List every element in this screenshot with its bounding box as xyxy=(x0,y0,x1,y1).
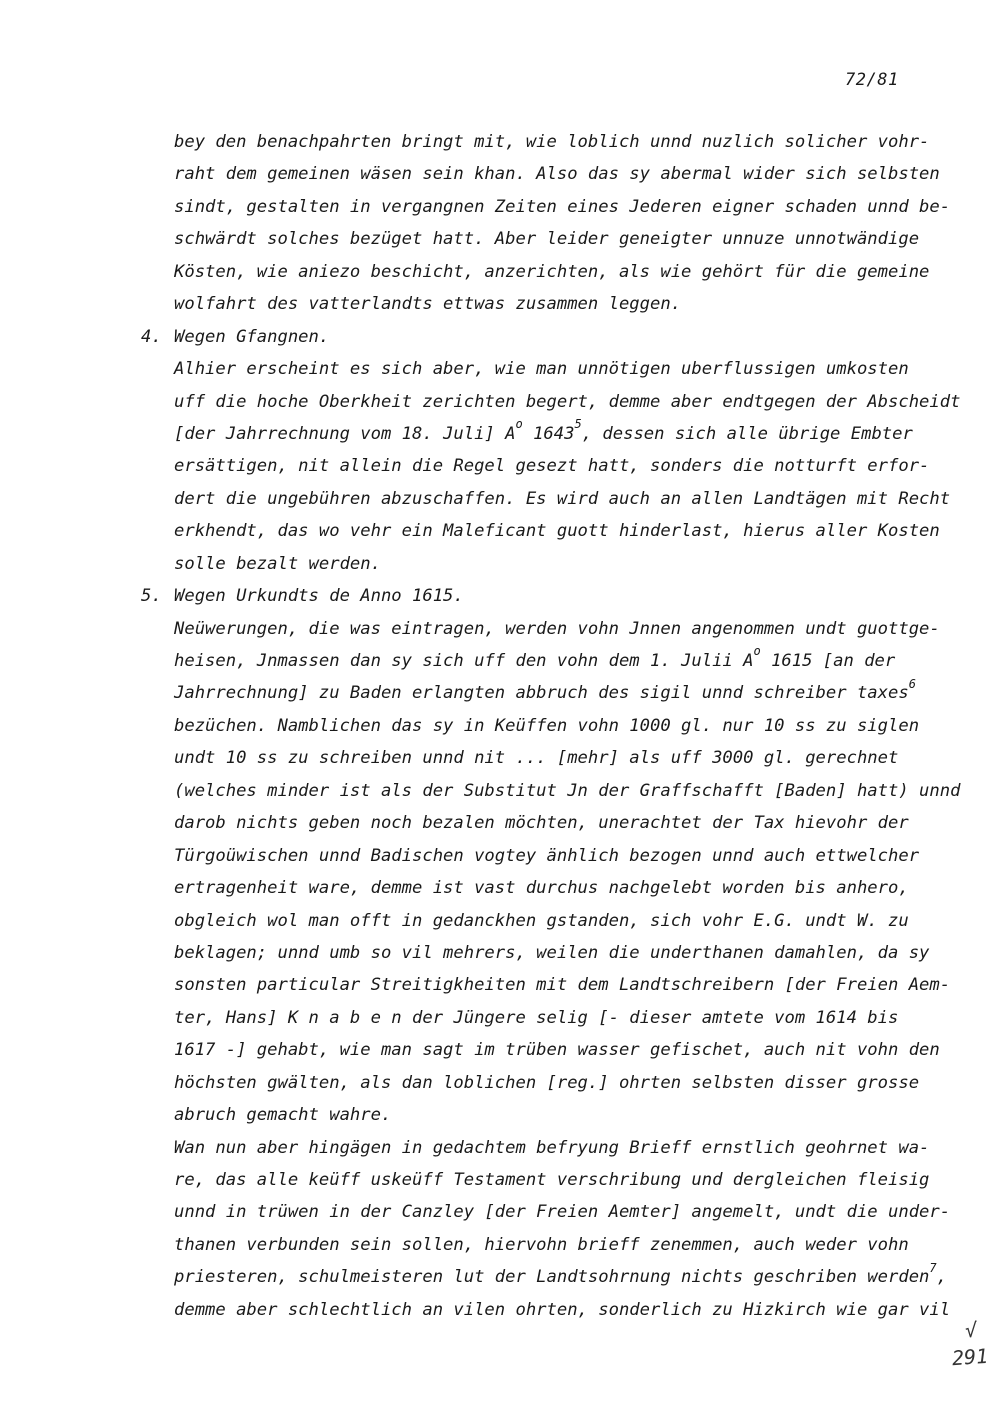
margin-folio-number: 291 xyxy=(951,1343,989,1371)
text-line xyxy=(174,515,974,547)
line-text: Wegen Urkundts de Anno 1615. xyxy=(174,586,464,607)
text-line xyxy=(174,126,974,158)
text-line xyxy=(174,840,974,872)
text-line xyxy=(174,386,974,418)
line-text: (welches minder ist als der Substitut Jn der Graffschafft [Baden] hatt) unnd xyxy=(174,780,961,801)
line-text: Kösten, wie aniezo beschicht, anzerichten, als wie gehört für die gemeine xyxy=(174,261,930,282)
superscript: o xyxy=(753,644,761,659)
text-line xyxy=(174,872,974,904)
line-text: uff die hoche Oberkheit zerichten begert, demme aber endtgegen der Abscheidt xyxy=(174,391,961,412)
text-line xyxy=(174,1164,974,1196)
text-line xyxy=(174,158,974,190)
text-line xyxy=(174,353,974,385)
line-text: Wan nun aber hingägen in gedachtem befryung Brieff ernstlich geohrnet wa- xyxy=(174,1137,930,1158)
superscript: 7 xyxy=(929,1260,937,1275)
text-line xyxy=(174,1132,974,1164)
line-text: ertragenheit ware, demme ist vast durchus nachgelebt worden bis anhero, xyxy=(174,878,909,899)
text-line xyxy=(174,775,974,807)
text-line xyxy=(174,1229,974,1261)
text-line xyxy=(174,677,974,709)
line-text: obgleich wol man offt in gedanckhen gstanden, sich vohr E.G. undt W. zu xyxy=(174,910,909,931)
line-text: höchsten gwälten, als dan loblichen [reg.] ohrten selbsten disser grosse xyxy=(174,1072,920,1093)
line-text: undt 10 ss zu schreiben unnd nit ... [mehr] als uff 3000 gl. gerechnet xyxy=(174,748,899,769)
line-text: re, das alle keüff uskeüff Testament verschribung und dergleichen fleisig xyxy=(174,1170,930,1190)
text-line xyxy=(174,191,974,223)
line-text: [der Jahrrechnung vom 18. Juli] A xyxy=(174,423,516,444)
text-line xyxy=(174,969,974,1001)
line-text: bey den benachpahrten bringt mit, wie loblich unnd nuzlich solicher vohr- xyxy=(174,132,930,152)
line-text: erkhendt, das wo vehr ein Maleficant guott hinderlast, hierus aller Kosten xyxy=(174,521,940,542)
line-text: beklagen; unnd umb so vil mehrers, weilen die underthanen damahlen, da sy xyxy=(174,942,930,963)
line-text: Jahrrechnung] zu Baden erlangten abbruch des sigil unnd schreiber taxes xyxy=(174,683,909,704)
line-text: ter, Hans] K n a b e n der Jüngere selig [- dieser amtete vom 1614 bis xyxy=(174,1007,899,1028)
line-text-part: 1615 [an der xyxy=(760,651,896,671)
line-text: Türgoüwischen unnd Badischen vogtey änhlich bezogen unnd auch ettwelcher xyxy=(174,845,920,866)
text-line xyxy=(174,645,974,677)
line-text: Wegen Gfangnen. xyxy=(174,326,330,347)
line-text: demme aber schlechtlich an vilen ohrten, sonderlich zu Hizkirch wie gar vil xyxy=(174,1299,951,1320)
page-number: 72/81 xyxy=(845,70,899,90)
line-text: priesteren, schulmeisteren lut der Landtsohrnung nichts geschriben werden xyxy=(174,1267,930,1288)
line-text: unnd in trüwen in der Canzley [der Freien Aemter] angemelt, undt die under- xyxy=(174,1202,951,1223)
text-line xyxy=(174,418,974,450)
line-text: Neüwerungen, die was eintragen, werden vohn Jnnen angenommen undt guottge- xyxy=(174,618,940,639)
section-number: 5. xyxy=(141,586,162,607)
line-text: heisen, Jnmassen dan sy sich uff den vohn dem 1. Julii A xyxy=(174,651,754,671)
line-text: schwärdt solches bezüget hatt. Aber leider geneigter unnuze unnotwändige xyxy=(174,229,920,250)
text-line xyxy=(174,742,974,774)
text-line xyxy=(174,1002,974,1034)
line-text: 1617 -] gehabt, wie man sagt im trüben wasser gefischet, auch nit vohn den xyxy=(174,1040,940,1061)
line-text: darob nichts geben noch bezalen möchten, unerachtet der Tax hievohr der xyxy=(174,813,909,834)
text-line xyxy=(174,483,974,515)
text-line xyxy=(141,580,974,612)
line-text: ersättigen, nit allein die Regel gesezt hatt, sonders die notturft erfor- xyxy=(174,456,930,477)
text-line xyxy=(174,807,974,839)
text-line xyxy=(174,1099,974,1131)
text-line xyxy=(174,223,974,255)
line-text-part: , xyxy=(936,1267,947,1288)
line-text: raht dem gemeinen wäsen sein khan. Also das sy abermal wider sich selbsten xyxy=(174,164,940,185)
text-line xyxy=(174,613,974,645)
line-text: wolfahrt des vatterlandts ettwas zusammen leggen. xyxy=(174,294,682,315)
text-line xyxy=(174,710,974,742)
text-line xyxy=(174,1196,974,1228)
text-line xyxy=(174,1034,974,1066)
superscript: o xyxy=(515,417,523,432)
text-line xyxy=(174,288,974,320)
transcription-body xyxy=(141,126,974,1326)
text-line xyxy=(174,1067,974,1099)
text-line xyxy=(141,321,974,353)
text-line xyxy=(174,450,974,482)
line-text: sonsten particular Streitigkheiten mit dem Landtschreibern [der Freien Aem- xyxy=(174,975,951,996)
text-line xyxy=(174,905,974,937)
text-line xyxy=(174,1261,974,1293)
text-line xyxy=(174,256,974,288)
line-text: thanen verbunden sein sollen, hiervohn brieff zenemmen, auch weder vohn xyxy=(174,1234,909,1255)
line-text: Alhier erscheint es sich aber, wie man unnötigen uberflussigen umkosten xyxy=(174,359,909,380)
line-text-part: , dessen sich alle übrige Embter xyxy=(581,423,913,444)
line-text: abruch gemacht wahre. xyxy=(174,1105,392,1126)
text-line xyxy=(174,1294,974,1326)
text-line xyxy=(174,548,974,580)
superscript: 5 xyxy=(574,417,582,432)
section-number: 4. xyxy=(141,326,162,347)
line-text: sindt, gestalten in vergangnen Zeiten eines Jederen eigner schaden unnd be- xyxy=(174,196,951,217)
line-text: dert die ungebühren abzuschaffen. Es wird auch an allen Landtägen mit Recht xyxy=(174,488,951,509)
line-text-part: 1643 xyxy=(522,423,575,444)
line-text: bezüchen. Namblichen das sy in Keüffen vohn 1000 gl. nur 10 ss zu siglen xyxy=(174,715,920,736)
text-line xyxy=(174,937,974,969)
superscript: 6 xyxy=(908,676,916,691)
line-text: solle bezalt werden. xyxy=(174,553,381,574)
margin-check-mark: √ xyxy=(965,1318,978,1342)
